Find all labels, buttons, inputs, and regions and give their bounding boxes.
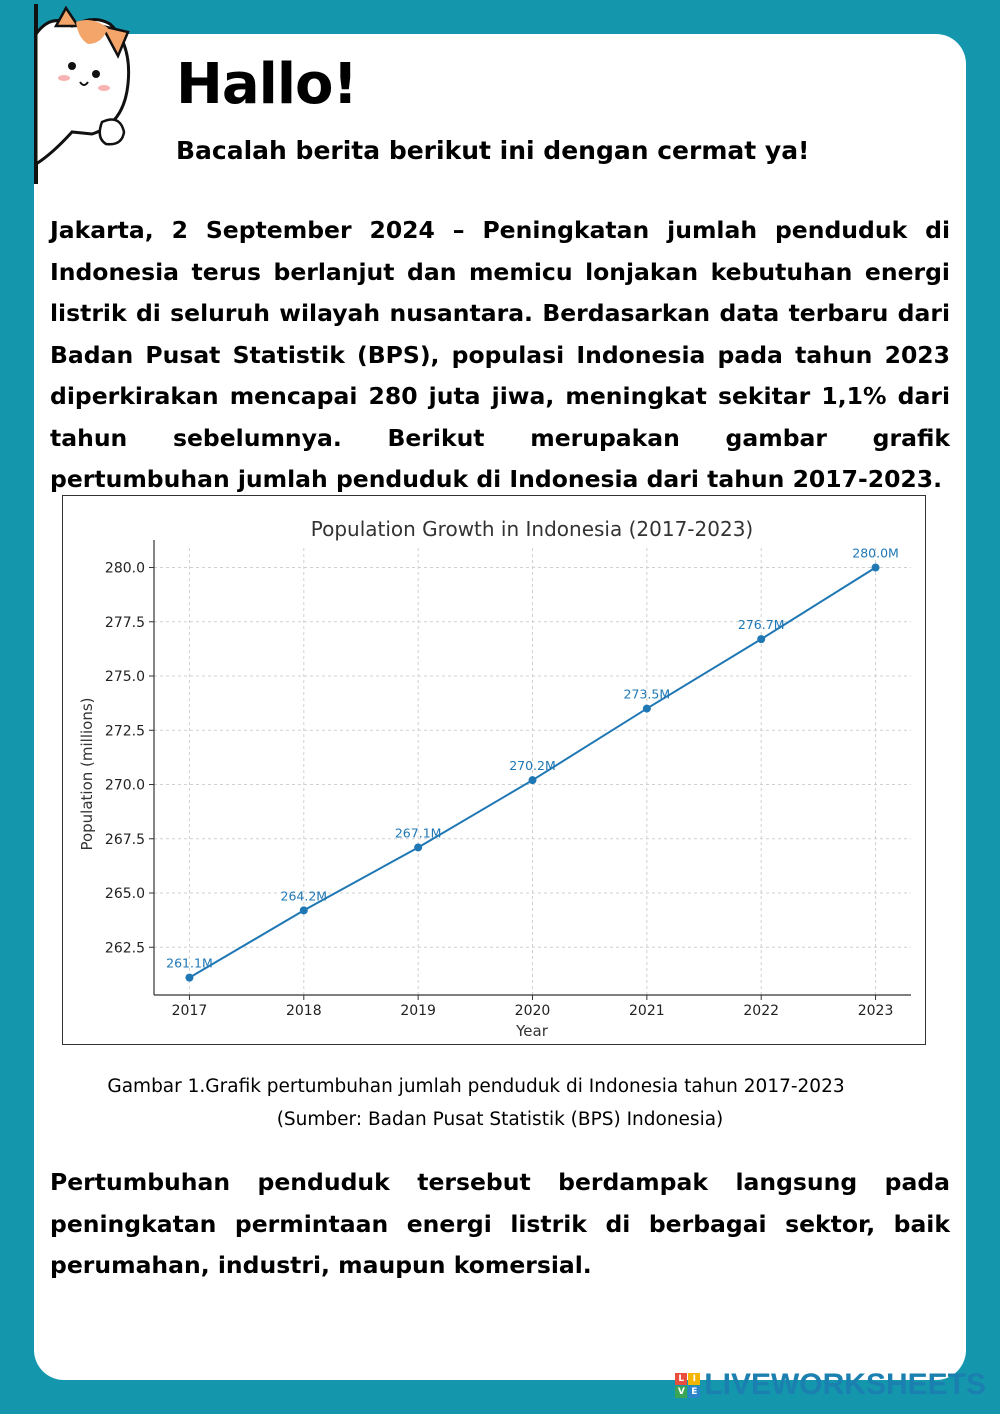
data-label: 264.2M bbox=[280, 888, 328, 904]
data-point bbox=[757, 635, 765, 643]
x-tick-label: 2021 bbox=[629, 1003, 665, 1019]
chart-y-axis-label: Population (millions) bbox=[78, 697, 96, 851]
x-tick-label: 2023 bbox=[857, 1003, 894, 1019]
x-tick-label: 2017 bbox=[171, 1003, 208, 1019]
data-label: 267.1M bbox=[394, 825, 442, 841]
data-point bbox=[529, 776, 537, 784]
liveworksheets-logo-icon bbox=[675, 1373, 700, 1398]
data-point bbox=[185, 974, 193, 982]
logo-letter: I bbox=[688, 1373, 700, 1385]
y-tick-label: 265.0 bbox=[104, 886, 145, 903]
chart-svg bbox=[63, 496, 925, 1044]
data-label: 276.7M bbox=[737, 617, 785, 633]
data-label: 280.0M bbox=[852, 545, 899, 561]
logo-letter: V bbox=[675, 1386, 687, 1398]
data-point bbox=[300, 906, 308, 914]
population-chart bbox=[62, 495, 926, 1045]
data-label: 261.1M bbox=[166, 955, 213, 971]
figure-source: (Sumber: Badan Pusat Statistik (BPS) Indonesia) bbox=[276, 1109, 724, 1130]
liveworksheets-wordmark: LIVEWORKSHEETS bbox=[704, 1368, 986, 1401]
data-point bbox=[414, 843, 422, 851]
y-tick-label: 262.5 bbox=[104, 940, 145, 957]
cat-illustration bbox=[32, 4, 142, 184]
x-tick-label: 2022 bbox=[743, 1003, 780, 1019]
data-point bbox=[872, 564, 880, 572]
figure-caption: Gambar 1.Grafik pertumbuhan jumlah penduduk di Indonesia tahun 2017-2023 bbox=[107, 1076, 845, 1097]
article-paragraph-1: Jakarta, 2 September 2024 – Peningkatan jumlah penduduk di Indonesia terus berlanjut dan memicu lonjakan kebutuhan energi listrik di seluruh wilayah nusantara. Berdasarkan data terbaru dari Badan Pusat Statistik (BPS), populasi Indonesia pada tahun 2023 diperkirakan mencapai 280 juta jiwa, meningkat sekitar 1,1% dari tahun sebelumnya. Berikut merupakan gambar grafik pertumbuhan jumlah penduduk di Indonesia dari tahun 2017-2023. bbox=[50, 216, 950, 493]
y-tick-label: 277.5 bbox=[104, 614, 145, 631]
x-tick-label: 2020 bbox=[514, 1003, 551, 1019]
page-title: Hallo! bbox=[176, 52, 358, 117]
article-paragraph-2: Pertumbuhan penduduk tersebut berdampak langsung pada peningkatan permintaan energi listrik di berbagai sektor, baik perumahan, industri, maupun komersial. bbox=[50, 1168, 950, 1279]
data-label: 273.5M bbox=[623, 686, 671, 702]
liveworksheets-branding[interactable] bbox=[675, 1368, 986, 1402]
page-subtitle: Bacalah berita berikut ini dengan cermat ya! bbox=[176, 136, 810, 165]
chart-title: Population Growth in Indonesia (2017-2023) bbox=[310, 517, 754, 541]
y-tick-label: 275.0 bbox=[104, 669, 145, 686]
chart-x-axis-label: Year bbox=[516, 1022, 548, 1040]
logo-letter: L bbox=[675, 1373, 687, 1385]
logo-letter: E bbox=[688, 1386, 700, 1398]
y-tick-label: 280.0 bbox=[104, 560, 145, 577]
y-tick-label: 267.5 bbox=[104, 831, 145, 848]
data-label: 270.2M bbox=[509, 758, 556, 774]
data-point bbox=[643, 705, 651, 713]
x-tick-label: 2018 bbox=[285, 1003, 322, 1019]
y-tick-label: 270.0 bbox=[104, 777, 145, 794]
y-tick-label: 272.5 bbox=[104, 723, 145, 740]
x-tick-label: 2019 bbox=[400, 1003, 436, 1019]
